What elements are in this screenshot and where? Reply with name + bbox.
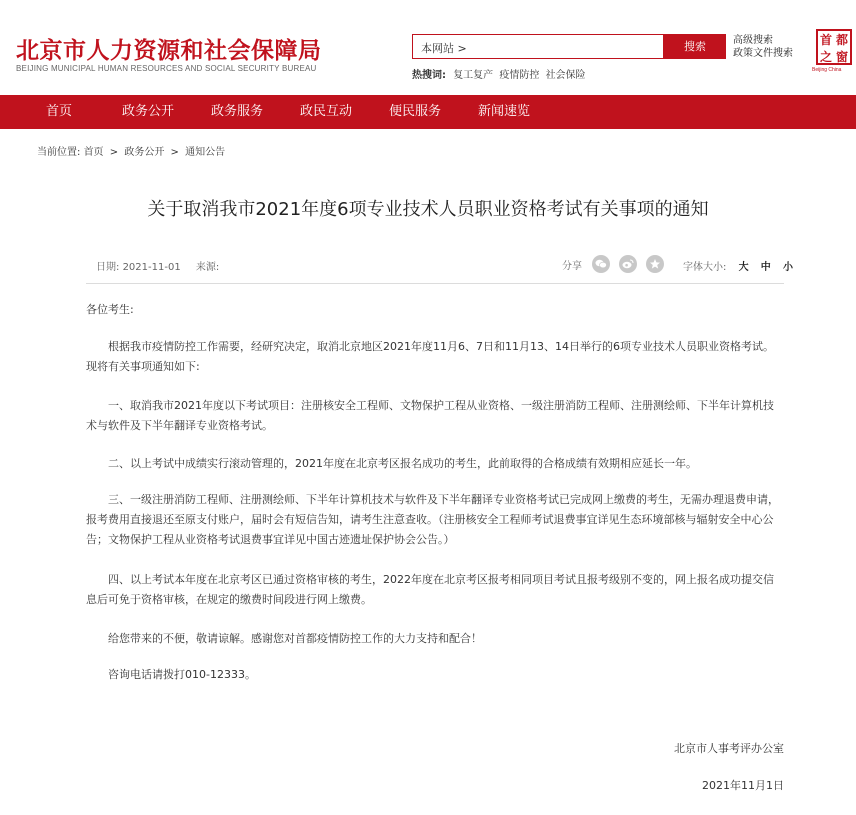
sign-date: 2021年11月1日 <box>702 779 784 792</box>
search-scope-select[interactable]: 本网站 > <box>421 42 467 55</box>
article-paragraph: 三、一级注册消防工程师、注册测绘师、下半年计算机技术与软件及下半年翻译专业资格考试已完成网上缴费的考生，无需办理退费申请，报考费用直接退还至原支付账户，届时会有短信告知，请考生注意查收。（注册核安全工程师考试退费事宜详见生态环境部核与辐射安全中心公告；文物保护工程从业资格考试退费事宜详见中国古迹遗址保护协会公告。） <box>86 493 779 546</box>
hotwords <box>412 66 589 81</box>
site-subtitle: BEIJING MUNICIPAL HUMAN RESOURCES AND SOCIAL SECURITY BUREAU <box>16 64 317 73</box>
font-size-large[interactable]: 大 <box>738 262 749 273</box>
share-label: 分享 <box>562 260 582 272</box>
article-paragraph: 根据我市疫情防控工作需要，经研究决定，取消北京地区2021年度11月6、7日和11月13、14日举行的6项专业技术人员职业资格考试。现将有关事项通知如下: <box>86 340 774 373</box>
nav-item-public-services[interactable]: 便民服务 <box>389 104 442 119</box>
weibo-icon[interactable] <box>619 255 637 273</box>
nav-item-government-services[interactable]: 政务服务 <box>211 104 264 119</box>
wechat-icon[interactable] <box>592 255 610 273</box>
share-bar <box>562 255 673 273</box>
breadcrumb-label: 当前位置: <box>37 147 81 158</box>
signature: 北京市人事考评办公室 <box>674 742 784 755</box>
site-title[interactable]: 北京市人力资源和社会保障局 <box>16 38 322 64</box>
nav-item-home[interactable]: 首页 <box>46 104 73 119</box>
salutation: 各位考生: <box>86 303 134 316</box>
nav-item-interaction[interactable]: 政民互动 <box>300 104 353 119</box>
font-size-small[interactable]: 小 <box>782 262 793 273</box>
source-label: 来源: <box>195 262 220 273</box>
search-input[interactable] <box>412 34 664 59</box>
logo-char: 首 <box>819 33 832 47</box>
article-paragraph: 一、取消我市2021年度以下考试项目：注册核安全工程师、文物保护工程从业资格、一级注册消防工程师、注册测绘师、下半年计算机技术与软件及下半年翻译专业资格考试。 <box>86 399 774 432</box>
publish-date: 2021-11-01 <box>122 262 181 273</box>
article-title: 关于取消我市2021年度6项专业技术人员职业资格考试有关事项的通知 <box>147 199 709 220</box>
article-paragraph: 二、以上考试中成绩实行滚动管理的，2021年度在北京考区报名成功的考生，此前取得的合格成绩有效期相应延长一年。 <box>108 457 697 470</box>
search-links <box>733 34 793 60</box>
nav-item-government-affairs[interactable]: 政务公开 <box>122 104 175 119</box>
advanced-search-link[interactable]: 高级搜索 <box>733 35 773 46</box>
logo-char: 窗 <box>835 50 848 64</box>
logo-caption: Beijing China <box>812 67 842 73</box>
logo-char: 之 <box>819 50 832 64</box>
font-size-medium[interactable]: 中 <box>760 262 771 273</box>
breadcrumb-item-government-affairs[interactable]: 政务公开 <box>124 147 165 158</box>
search-button[interactable]: 搜索 <box>664 34 726 59</box>
breadcrumb-item-notices[interactable]: 通知公告 <box>185 147 226 158</box>
date-label: 日期: <box>96 262 120 273</box>
favorite-icon[interactable] <box>646 255 664 273</box>
breadcrumb-separator: > <box>170 147 179 158</box>
article-meta <box>96 258 219 273</box>
breadcrumb <box>37 143 225 158</box>
logo-char: 都 <box>835 33 848 47</box>
article-paragraph: 四、以上考试本年度在北京考区已通过资格审核的考生，2022年度在北京考区报考相同项目考试且报考级别不变的，网上报名成功提交信息后可免于资格审核，在规定的缴费时间段进行网上缴费。 <box>86 573 774 606</box>
hotword-link[interactable]: 社会保险 <box>545 70 586 81</box>
hotword-link[interactable]: 疫情防控 <box>499 70 540 81</box>
hotwords-label: 热搜词: <box>412 70 446 81</box>
policy-search-link[interactable]: 政策文件搜索 <box>733 48 793 59</box>
breadcrumb-item-home[interactable]: 首页 <box>83 147 104 158</box>
hotword-link[interactable]: 复工复产 <box>453 70 494 81</box>
divider <box>86 283 784 284</box>
article-paragraph: 给您带来的不便，敬请谅解。感谢您对首都疫情防控工作的大力支持和配合！ <box>108 632 482 645</box>
breadcrumb-separator: > <box>109 147 119 158</box>
site-header <box>0 0 856 95</box>
nav-item-news[interactable]: 新闻速览 <box>478 104 531 119</box>
font-size-control <box>683 258 793 273</box>
font-size-label: 字体大小: <box>683 262 727 273</box>
capital-window-logo[interactable] <box>816 29 852 65</box>
contact-phone: 咨询电话请拨打010-12333。 <box>108 668 256 681</box>
main-nav <box>0 95 856 129</box>
